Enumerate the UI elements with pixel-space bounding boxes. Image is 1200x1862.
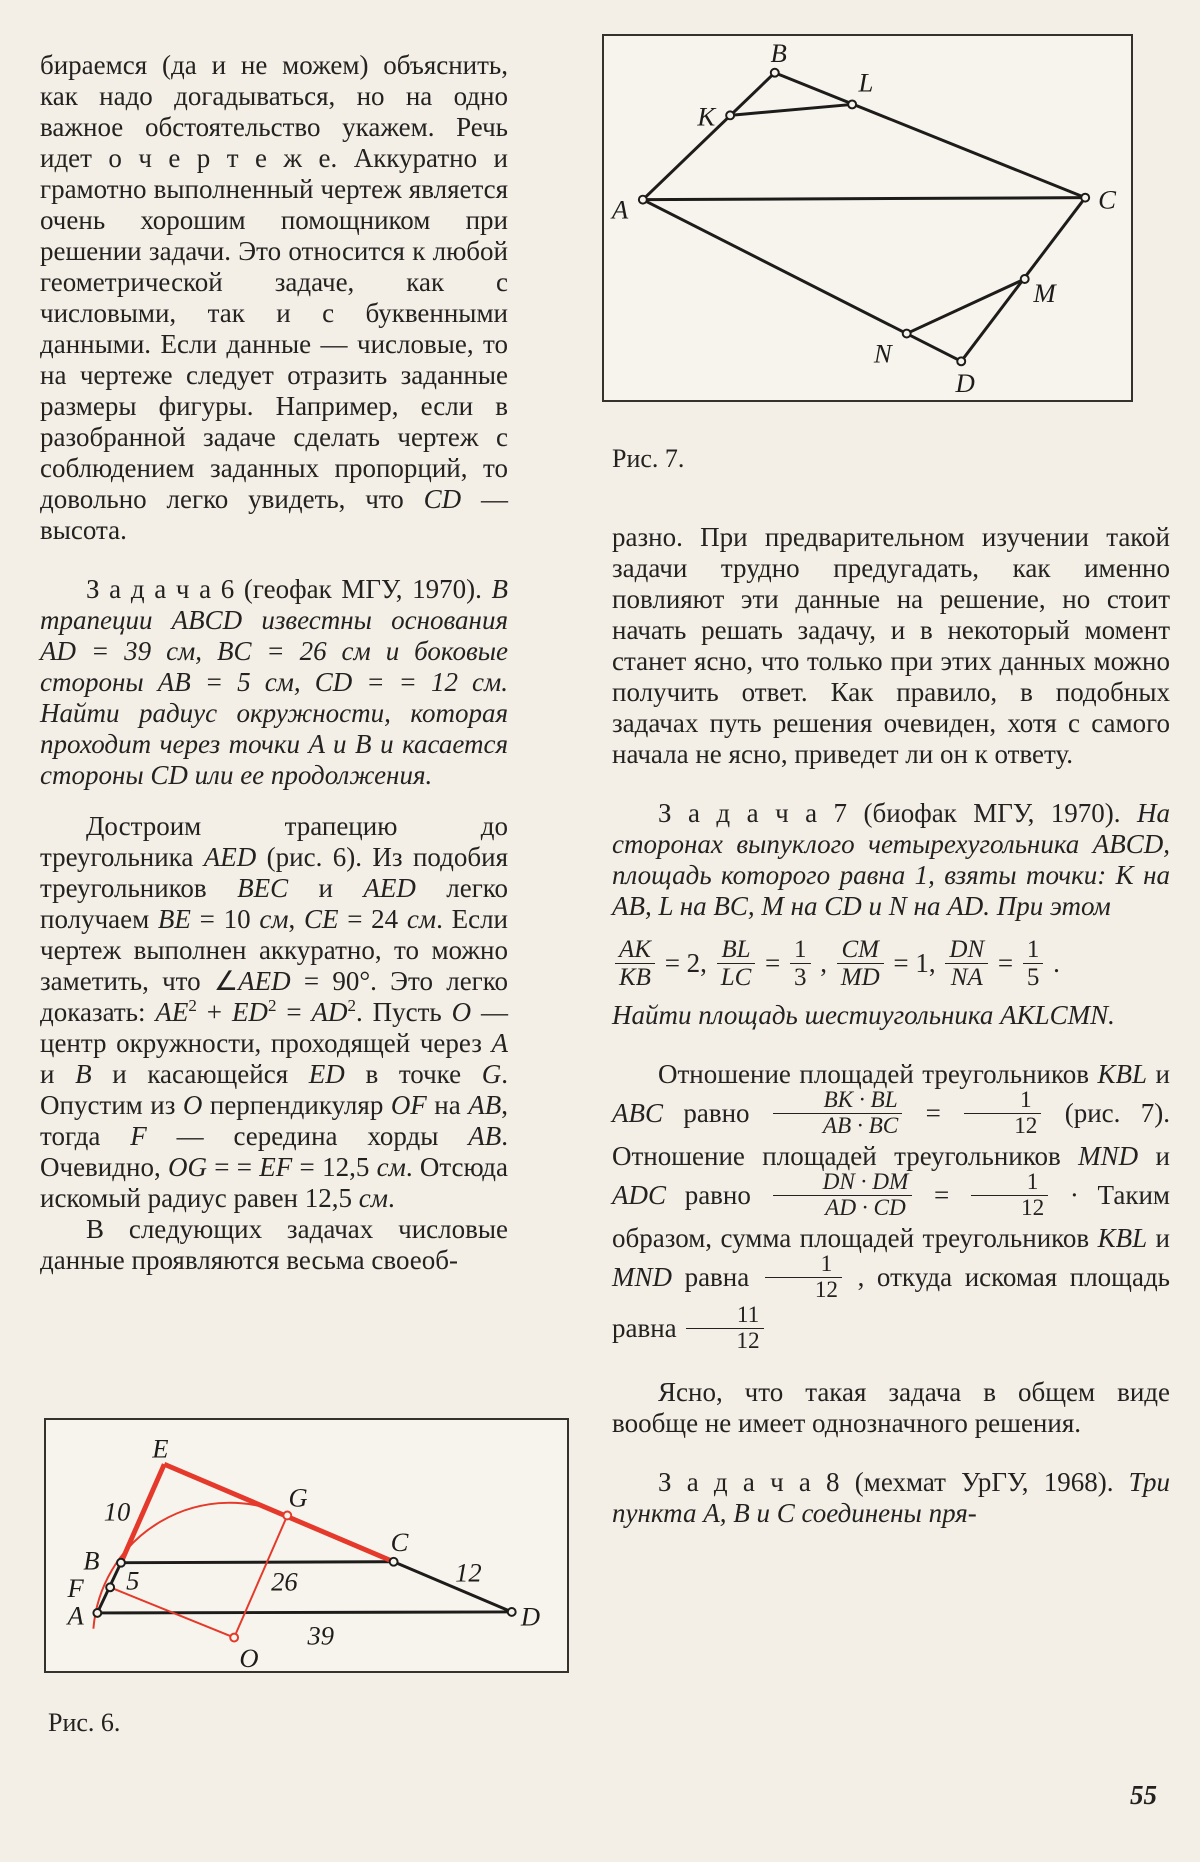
figure-6	[44, 1418, 569, 1673]
left-column	[40, 50, 508, 1276]
paragraph-drawing-advice: бираемся (да и не можем) объяснить, как надо догадываться, но на одно важное обстоятельство укажем. Речь идет о ч е р т е ж е. Аккуратно и грамотно выполненный чертеж является очень хорошим помощником при решении задачи. Это относится к любой геометрической задаче, как с числовыми, так и с буквенными данными. Если данные — числовые, то на чертеже следует отразить заданные размеры фигуры. Например, если в разобранной задаче сделать чертеж с соблюдением заданных пропорций, то довольно легко увидеть, что CD — высота.	[40, 50, 508, 545]
paragraph-task7-question: Найти площадь шестиугольника AKLCMN.	[612, 1000, 1115, 1030]
figure-point-label: N	[873, 338, 892, 369]
figure6-caption: Рис. 6.	[48, 1708, 121, 1737]
figure-point-label: E	[152, 1433, 169, 1464]
figure-point-label: G	[288, 1482, 308, 1513]
figure7-caption: Рис. 7.	[612, 444, 685, 473]
trapezoid-abcd-lines	[97, 1562, 511, 1613]
figure-point-label: A	[67, 1600, 84, 1631]
task7-ratios-equation: $\frac{AK}{KB}$ = 2, $\frac{BL}{LC}$ = $\frac{1}{3}$ , $\frac{CM}{MD}$ = 1, $\frac{DN}{NA}$ = $\frac{1}{5}$ .	[612, 930, 1170, 996]
figure-point-label: M	[1033, 277, 1056, 308]
figure-point-label: 26	[271, 1566, 298, 1597]
figure-point-label: C	[1098, 184, 1116, 215]
figure-point-label: L	[858, 67, 874, 98]
paragraph-task7: З а д а ч а 7 (биофак МГУ, 1970). На сторонах выпуклого четырехугольника ABCD, площадь которого равна 1, взяты точки: K на AB, L на BC, M на CD и N на AD. При этом	[612, 798, 1170, 921]
figure-point-label: D	[955, 368, 975, 399]
figure-point-label: 10	[103, 1496, 131, 1527]
paragraph-task7-solution: Отношение площадей треугольников KBL и ABC равно $\frac{BK \cdot BL}{AB \cdot BC}$ = $\frac{1}{12}$ (рис. 7). Отношение площадей треугольников MND и ADC равно $\frac{DN \cdot DM}{AD \cdot CD}$ = $\frac{1}{12}$ · Таким образом, сумма площадей треугольников KBL и MND равна $\frac{1}{12}$ , откуда искомая площадь равна $\frac{11}{12}$	[612, 1059, 1170, 1355]
figure-point-label: O	[239, 1643, 259, 1671]
figure-point-label: 39	[307, 1620, 335, 1651]
figure-point-label: A	[611, 194, 629, 225]
paragraph-task7-remark: Ясно, что такая задача в общем виде вообще не имеет однозначного решения.	[612, 1376, 1170, 1438]
page-number: 55	[1130, 1780, 1157, 1810]
figure-point-label: 12	[455, 1557, 482, 1588]
paragraph-task6-solution: Достроим трапецию до треугольника AED (рис. 6). Из подобия треугольников BEC и AED легко получаем BE = 10 см, CE = 24 см. Если чертеж выполнен аккуратно, то можно заметить, что ∠AED = 90°. Это легко доказать: $AE^2 + ED^2 = AD^2$. Пусть O — центр окружности, проходящей через A и B и касающейся ED в точке G. Опустим из O перпендикуляр OF на AB, тогда F — середина хорды AB. Очевидно, OG = = EF = 12,5 см. Отсюда искомый радиус равен 12,5 см.	[40, 811, 509, 1213]
figure-point-label: K	[697, 101, 716, 132]
paragraph-task8: З а д а ч а 8 (мехмат УрГУ, 1968). Три пункта A, B и C соединены пря-	[612, 1466, 1170, 1528]
figure7-drawing	[604, 36, 1131, 400]
figure-point-label: B	[770, 37, 787, 68]
figure-point-label: D	[520, 1601, 541, 1632]
paragraph-task6: З а д а ч а 6 (геофак МГУ, 1970). В трапеции ABCD известны основания AD = 39 см, BC = 26 см и боковые стороны AB = 5 см, CD = = 12 см. Найти радиус окружности, которая проходит через точки A и B и касается стороны CD или ее продолжения.	[40, 574, 508, 790]
paragraph-next-tasks-intro: В следующих задачах числовые данные проявляются весьма своеоб-	[40, 1214, 508, 1275]
right-column	[612, 522, 1170, 1529]
figure-point-label: C	[390, 1526, 409, 1557]
figure-point-label: 5	[126, 1565, 140, 1596]
figure6-drawing	[46, 1420, 567, 1671]
paragraph-task-discussion: разно. При предварительном изучении такой задачи трудно предугадать, как именно повлияют эти данные на решение, но стоит начать решать задачу, и в некоторый момент станет ясно, что только при этих данных можно получить ответ. Как правило, в подобных задачах путь решения очевиден, хотя с самого начала не ясно, приведет ли он к ответу.	[612, 522, 1170, 769]
figure-point-label: F	[67, 1573, 84, 1604]
figure-7	[602, 34, 1133, 402]
figure-point-label: B	[83, 1545, 100, 1576]
